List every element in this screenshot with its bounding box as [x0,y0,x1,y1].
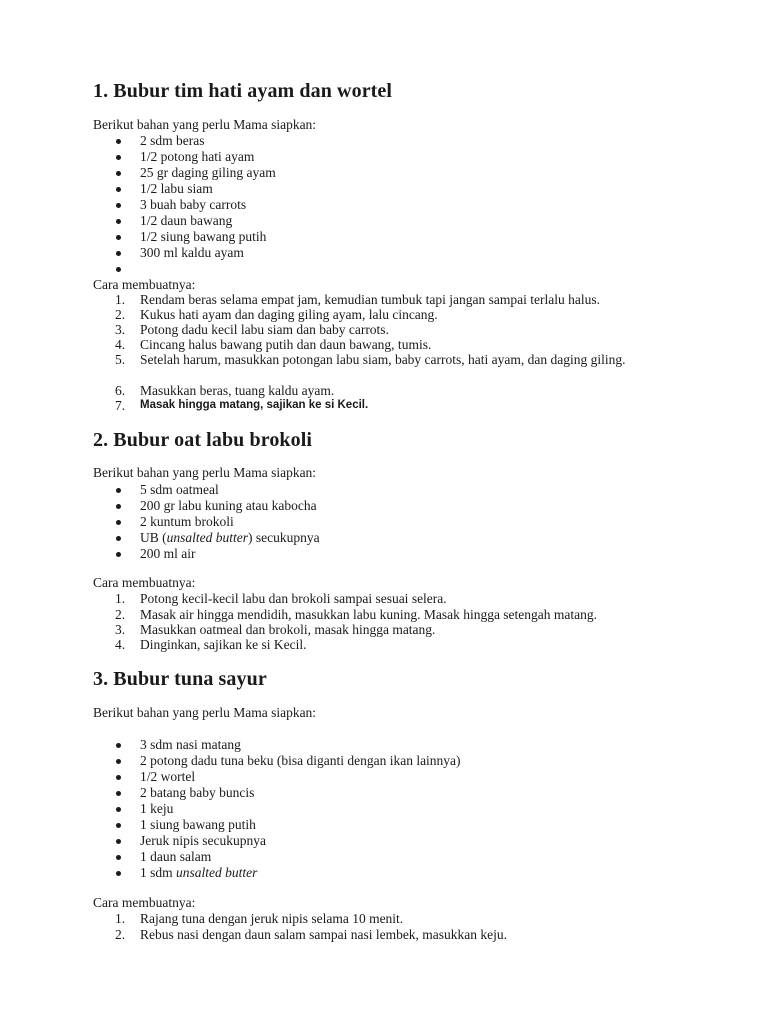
ingredient-item: Jeruk nipis secukupnya [140,833,266,848]
ingredient-italic: unsalted butter [176,865,258,880]
step-text: Rajang tuna dengan jeruk nipis selama 10 menit. [140,911,404,926]
step-text: Masak hingga matang, sajikan ke si Kecil. [140,399,369,411]
section-1-steps-label: Cara membuatnya: [93,277,196,292]
step-number: 1. [115,591,126,606]
section-3-title: 3. Bubur tuna sayur [93,668,267,690]
step-number: 3. [115,322,126,337]
section-1-title: 1. Bubur tim hati ayam dan wortel [93,80,393,102]
step-text: Potong kecil-kecil labu dan brokoli sampai sesuai selera. [140,591,447,606]
ingredient-item: 2 sdm beras [140,133,205,148]
ingredient-item: 3 buah baby carrots [140,197,247,212]
step-number: 7. [115,398,126,413]
step-text: Rebus nasi dengan daun salam sampai nasi lembek, masukkan keju. [140,927,508,942]
ingredient-item: 1/2 labu siam [140,181,213,196]
section-1-intro: Berikut bahan yang perlu Mama siapkan: [93,117,317,132]
step-number: 6. [115,383,126,398]
ingredient-italic: unsalted butter [166,530,248,545]
ingredient-item: 3 sdm nasi matang [140,737,241,752]
step-number: 2. [115,307,126,322]
step-text: Masukkan beras, tuang kaldu ayam. [140,383,335,398]
step-text: Kukus hati ayam dan daging giling ayam, lalu cincang. [140,307,438,322]
section-3-steps-label: Cara membuatnya: [93,895,196,910]
section-2-steps-label: Cara membuatnya: [93,575,196,590]
ingredient-item: 1/2 wortel [140,769,196,784]
ingredient-text: UB ( [140,530,167,545]
step-number: 2. [115,927,126,942]
section-2-title: 2. Bubur oat labu brokoli [93,429,313,451]
step-number: 2. [115,607,126,622]
ingredient-item [140,865,257,881]
step-number: 1. [115,911,126,926]
ingredient-item: 200 gr labu kuning atau kabocha [140,498,317,513]
step-number: 5. [115,352,126,367]
ingredient-item: 1/2 daun bawang [140,213,233,228]
step-text: Masak air hingga mendidih, masukkan labu kuning. Masak hingga setengah matang. [140,607,598,622]
ingredient-text: 1 sdm [140,865,177,880]
step-text: Masukkan oatmeal dan brokoli, masak hingga matang. [140,622,436,637]
step-number: 4. [115,637,126,652]
ingredient-item: 1 keju [140,801,174,816]
ingredient-item: 2 batang baby buncis [140,785,255,800]
step-text: Cincang halus bawang putih dan daun bawang, tumis. [140,337,432,352]
ingredient-item: 300 ml kaldu ayam [140,245,244,260]
section-3-intro: Berikut bahan yang perlu Mama siapkan: [93,705,317,720]
step-text: Setelah harum, masukkan potongan labu siam, baby carrots, hati ayam, dan daging giling. [140,352,626,367]
ingredient-item: 2 potong dadu tuna beku (bisa diganti dengan ikan lainnya) [140,753,461,768]
ingredient-item: 1/2 potong hati ayam [140,149,255,164]
step-text: Dinginkan, sajikan ke si Kecil. [140,637,307,652]
ingredient-item [140,530,320,546]
step-text: Rendam beras selama empat jam, kemudian tumbuk tapi jangan sampai terlalu halus. [140,292,600,307]
ingredient-item: 1/2 siung bawang putih [140,229,267,244]
step-number: 1. [115,292,126,307]
ingredient-item: 5 sdm oatmeal [140,482,219,497]
ingredient-item: 1 daun salam [140,849,212,864]
ingredient-item: 2 kuntum brokoli [140,514,234,529]
step-text: Potong dadu kecil labu siam dan baby carrots. [140,322,389,337]
ingredient-item: 25 gr daging giling ayam [140,165,276,180]
step-number: 4. [115,337,126,352]
section-2-intro: Berikut bahan yang perlu Mama siapkan: [93,465,317,480]
ingredient-item: 1 siung bawang putih [140,817,256,832]
step-number: 3. [115,622,126,637]
ingredient-item: 200 ml air [140,546,196,561]
ingredient-text: ) secukupnya [248,530,320,545]
